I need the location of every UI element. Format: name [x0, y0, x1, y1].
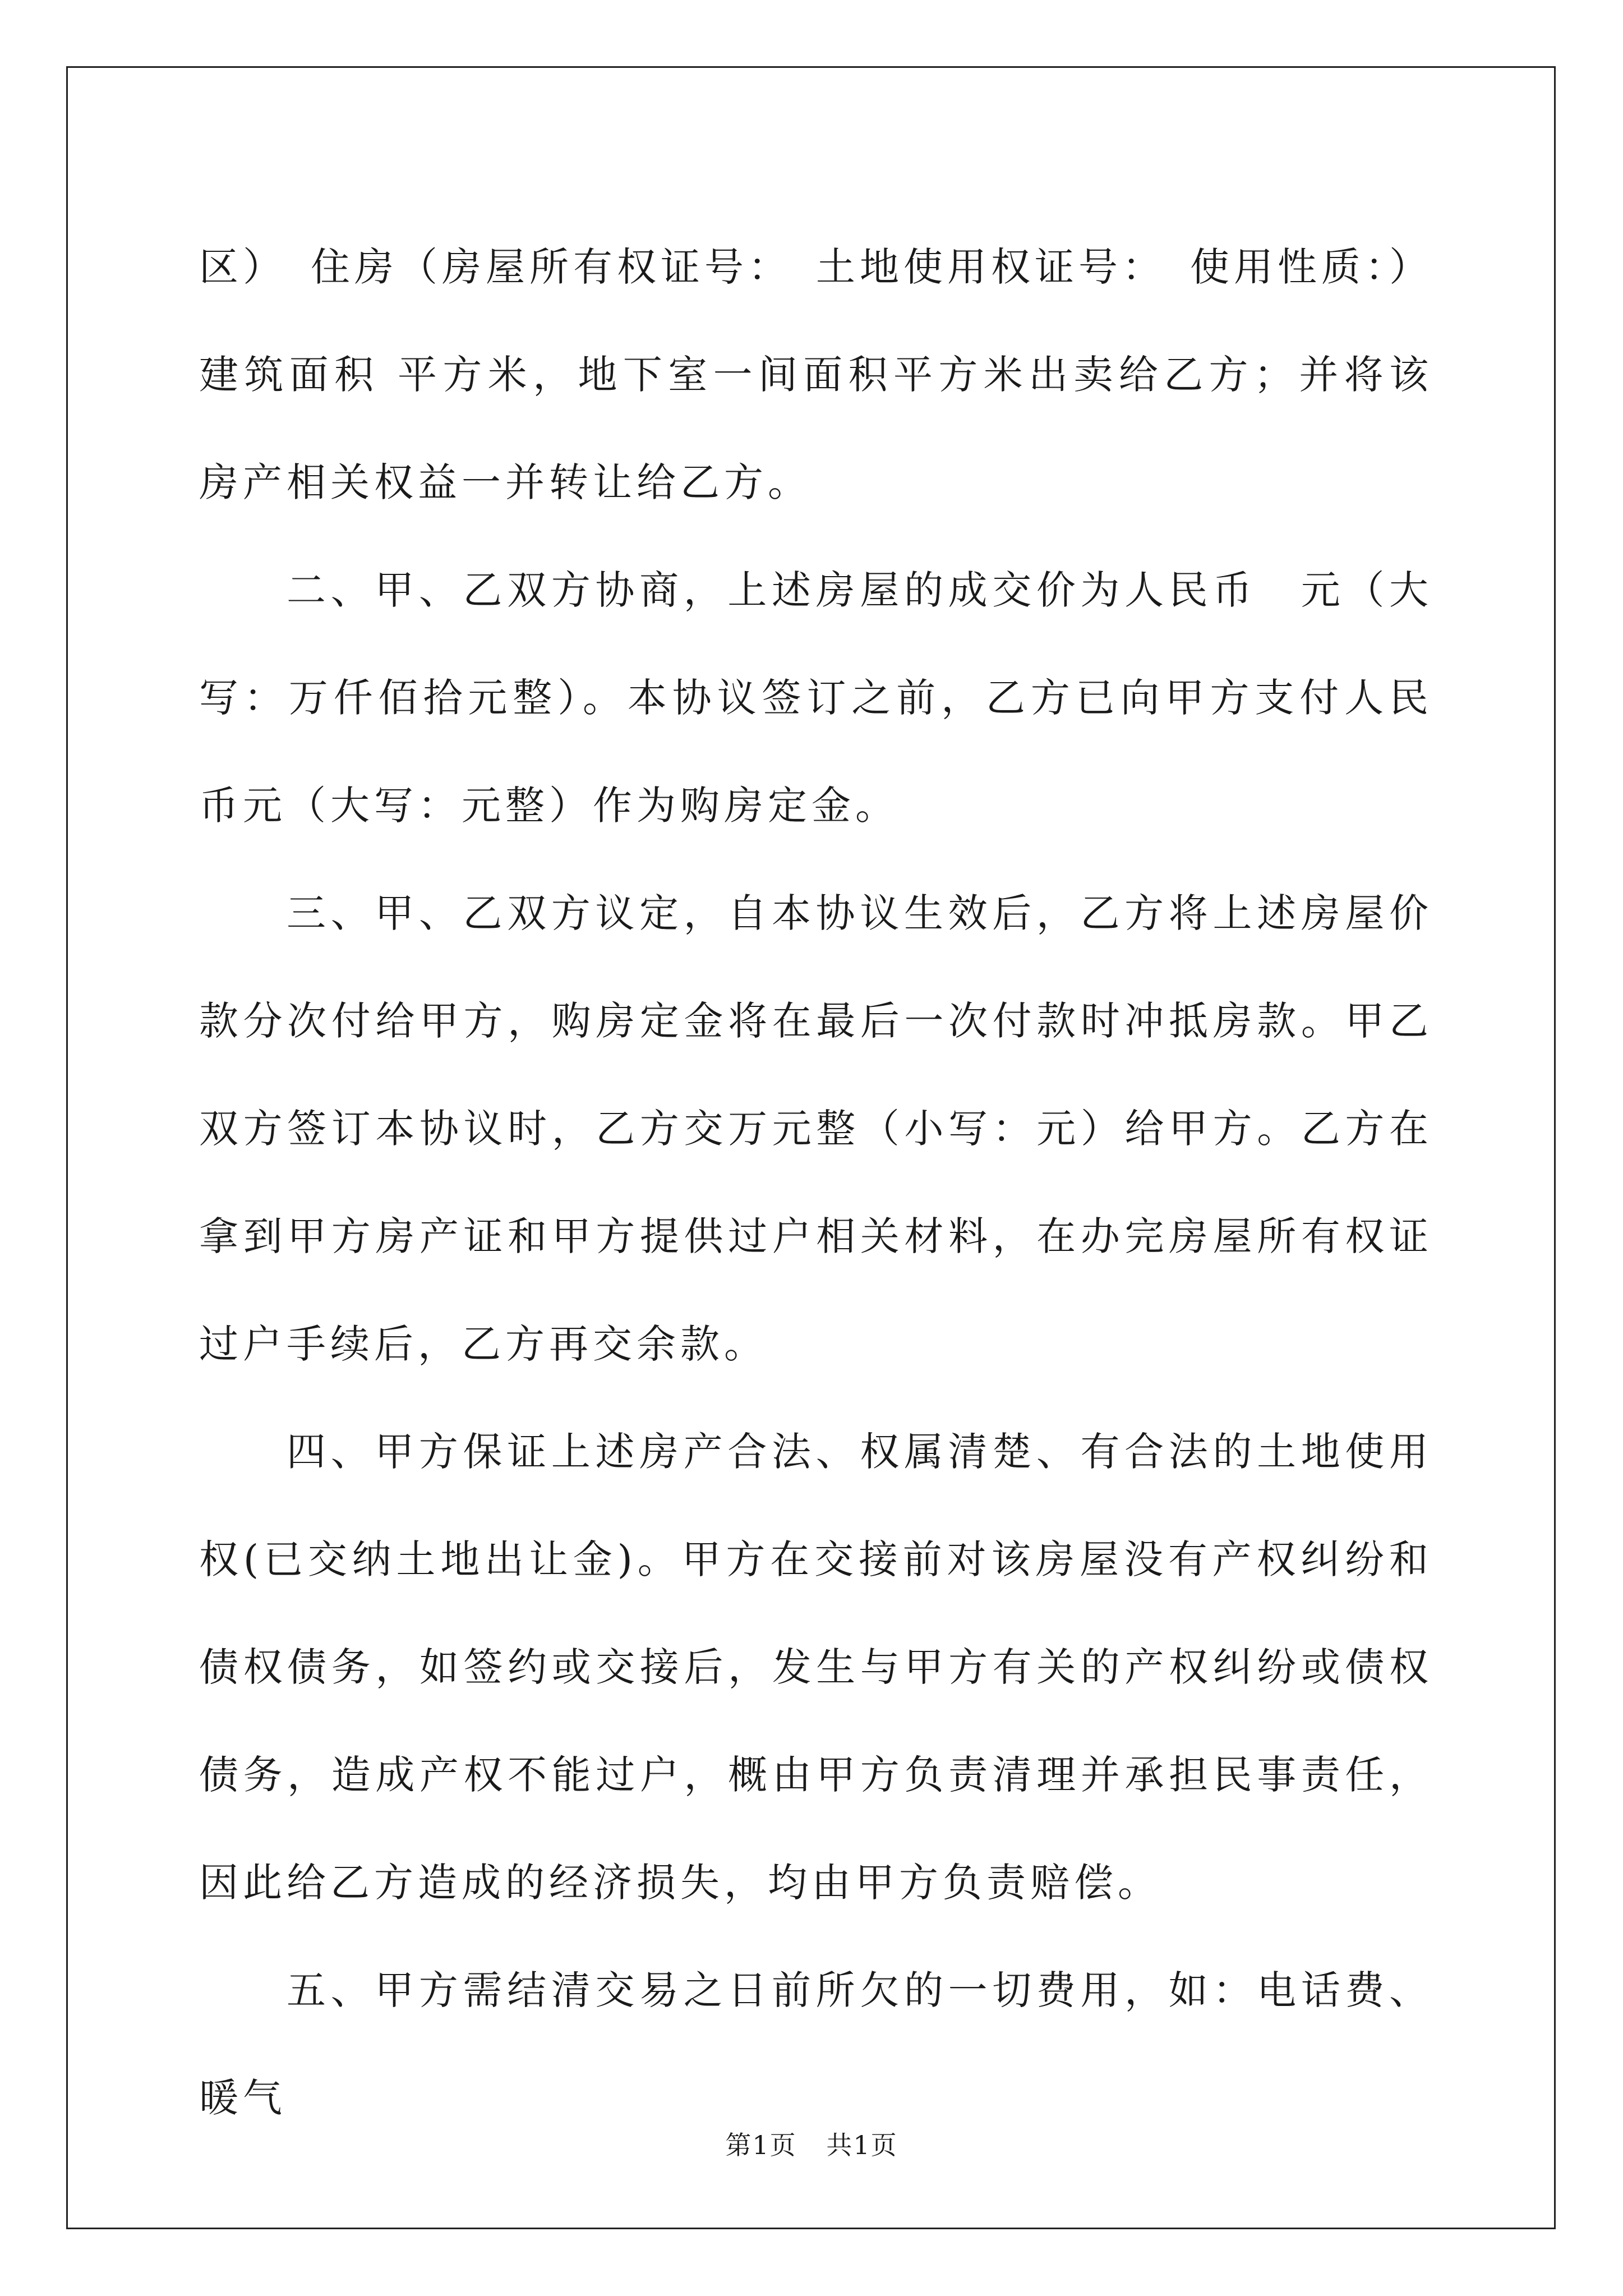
page-number-total: 共1页: [826, 2130, 898, 2160]
paragraph-clause-4-guarantee: 四、甲方保证上述房产合法、权属清楚、有合法的土地使用权(已交纳土地出让金)。甲方在交接前对该房屋没有产权纠纷和债权债务，如签约或交接后，发生与甲方有关的产权纠纷或债权债务，造成产权不能过户，概由甲方负责清理并承担民事责任，因此给乙方造成的经济损失，均由甲方负责赔偿。: [199, 1429, 1433, 1906]
page-number-current: 第1页: [725, 2130, 797, 2160]
paragraph-clause-5-fees: 五、甲方需结清交易之日前所欠的一切费用，如：电话费、暖气: [199, 1967, 1433, 2121]
page-footer: [0, 2125, 1623, 2162]
paragraph-clause-3-payment: 三、甲、乙双方议定，自本协议生效后，乙方将上述房屋价款分次付给甲方，购房定金将在最后一次付款时冲抵房款。甲乙双方签订本协议时，乙方交万元整（小写：元）给甲方。乙方在拿到甲方房产证和甲方提供过户相关材料，在办完房屋所有权证过户手续后，乙方再交余款。: [199, 890, 1433, 1367]
paragraph-clause-2-price: 二、甲、乙双方协商，上述房屋的成交价为人民币 元（大写：万仟佰拾元整）。本协议签订之前，乙方已向甲方支付人民币元（大写：元整）作为购房定金。: [199, 567, 1433, 829]
paragraph-property-description: 区） 住房（房屋所有权证号： 土地使用权证号： 使用性质：）建筑面积 平方米，地下室一间面积平方米出卖给乙方；并将该房产相关权益一并转让给乙方。: [199, 244, 1433, 505]
document-body: [199, 213, 1433, 2152]
